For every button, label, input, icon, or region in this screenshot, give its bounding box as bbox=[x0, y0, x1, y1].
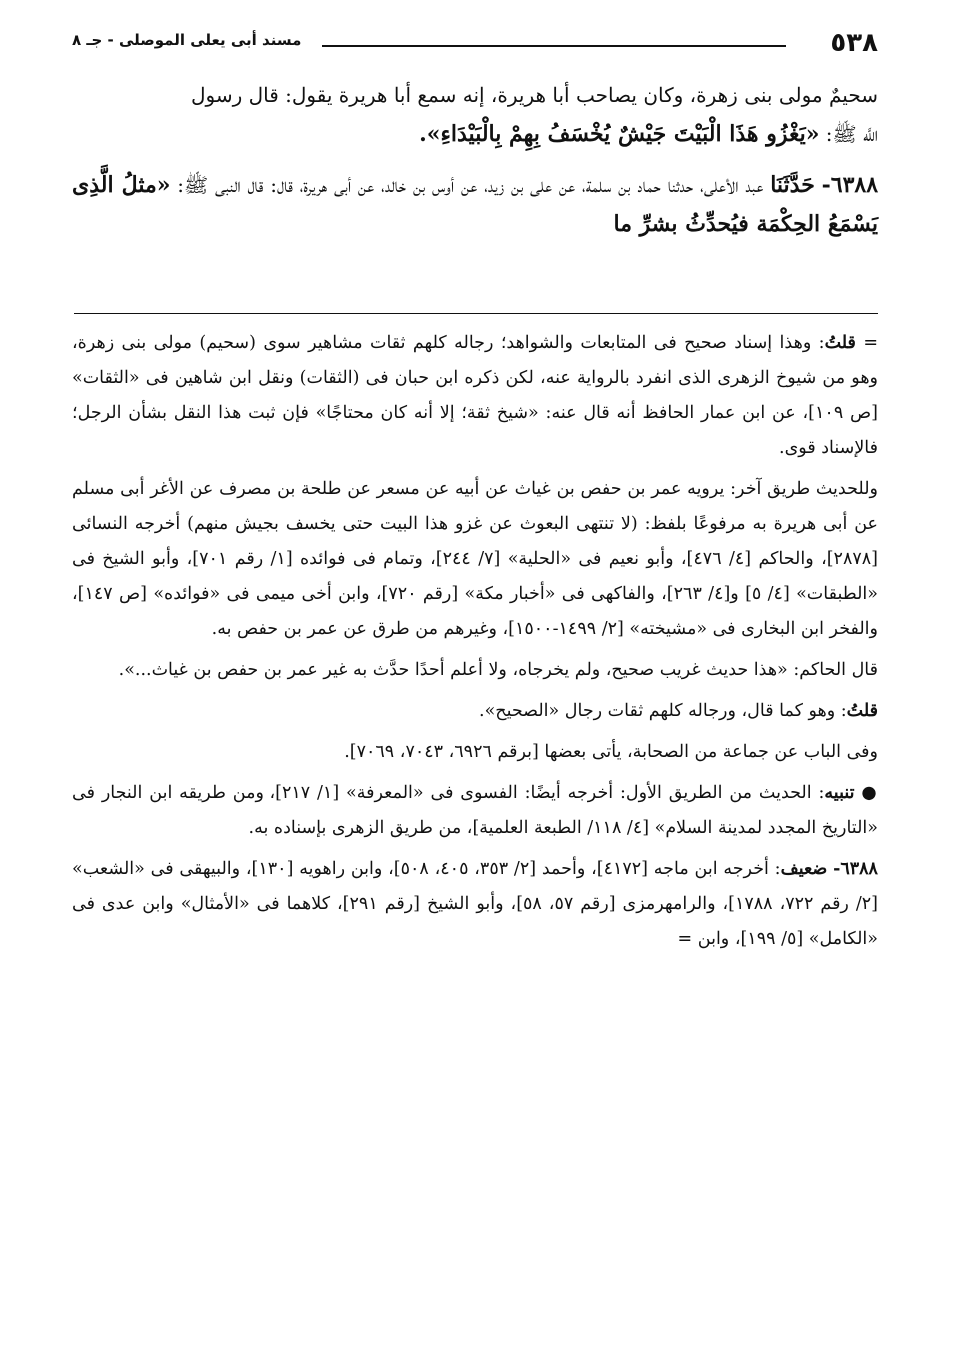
paragraph-2 bbox=[72, 166, 878, 244]
note-1-text: : وهذا إسناد صحيح فى المتابعات والشواهد؛ رجاله كلهم ثقات مشاهير سوى (سحيم) مولى بنى زهرة، وهو من شيوخ الزهرى الذى انفرد بالرواية عنه، لكن ذكره ابن حبان فى (الثقات) ونقل ابن شاهين فى «الثقات» [ص ١٠٩]، عن ابن عمار الحافظ أنه قال عنه: «شيخ ثقة؛ إلا أنه كان محتاجًا» فإن ثبت هذا النقل بشأن الرجل؛ فالإسناد قوى. bbox=[72, 333, 878, 458]
haddathana: حَدَّثَنَا bbox=[770, 172, 815, 198]
header-rule bbox=[322, 45, 786, 47]
note-6-text: : الحديث من الطريق الأول: أخرجه أيضًا: الفسوى فى «المعرفة» [١/ ٢١٧]، ومن طريقه ابن النجار فى «التاريخ المجدد لمدينة السلام» [٤/ ١١٨/ الطبعة العلمية]، من طريق الزهرى بإسناده به. bbox=[72, 783, 878, 838]
page-header bbox=[72, 28, 878, 62]
matn-start: «مثلُ الَّذِى يَسْمَعُ الحِكْمَة فيُحدِّثُ بشرِّ ما bbox=[72, 172, 878, 237]
isnad-text: عبد الأعلى، حدثنا حماد بن سلمة، عن على بن زيد، عن أوس بن خالد، عن أبى هريرة، قال: قال النبى ﷺ: bbox=[170, 173, 771, 197]
page-number: ٥٣٨ bbox=[830, 28, 878, 58]
note-6 bbox=[72, 776, 878, 846]
footnotes bbox=[72, 326, 878, 963]
note-7-number: ٦٣٨٨- bbox=[833, 859, 878, 879]
note-6-label: تنبيه bbox=[824, 783, 855, 803]
note-4 bbox=[72, 694, 878, 729]
note-1 bbox=[72, 326, 878, 466]
note-7-label: ضعيف bbox=[780, 859, 828, 879]
continuation-mark-end: = bbox=[677, 929, 693, 949]
running-title: مسند أبى يعلى الموصلى - جـ ٨ bbox=[72, 31, 302, 49]
bullet-icon: ● bbox=[861, 783, 878, 803]
note-3: قال الحاكم: «هذا حديث غريب صحيح، ولم يخرجاه، ولا أعلم أحدًا حدَّث به غير عمر بن حفص بن غياث...». bbox=[118, 660, 878, 680]
paragraph-1 bbox=[72, 76, 878, 154]
note-4-label: قلتُ bbox=[846, 701, 878, 721]
note-5: وفى الباب عن جماعة من الصحابة، يأتى بعضها [برقم ٦٩٢٦، ٧٠٤٣، ٧٠٦٩]. bbox=[344, 742, 878, 762]
main-text bbox=[72, 76, 878, 256]
paragraph-1-line-2: اللَّه ﷺ: bbox=[819, 122, 878, 146]
continuation-mark-start: = bbox=[863, 333, 878, 353]
footnote-divider bbox=[74, 313, 878, 314]
hadith-quote: «يَغْزُو هَذَا الْبَيْتَ جَيْشٌ يُخْسَفُ بِهِمْ بِالْبَيْدَاءِ». bbox=[419, 121, 820, 147]
note-4-text: : وهو كما قال، ورجاله كلهم ثقات رجال «الصحيح». bbox=[479, 701, 847, 721]
note-7-text: : أخرجه ابن ماجه [٤١٧٢]، وأحمد [٢/ ٣٥٣، ٤٠٥، ٥٠٨]، وابن راهويه [١٣٠]، والبيهقى فى «الشعب» [٢/ رقم ٧٢٢، ١٧٨٨]، والرامهرمزى [رقم ٥٧، ٥٨]، وأبو الشيخ [رقم ٢٩١]، كلاهما فى «الأمثال» وابن عدى فى «الكامل» [٥/ ١٩٩]، وابن bbox=[72, 859, 878, 949]
note-1-label: قلتُ bbox=[824, 333, 856, 353]
note-2: وللحديث طريق آخر: يرويه عمر بن حفص بن غياث عن أبيه عن مسعر عن طلحة بن مصرف عن الأغر أبى مسلم عن أبى هريرة به مرفوعًا بلفظ: (لا تنتهى البعوث عن غزو هذا البيت حتى يخسف بجيش منهم) أخرجه النسائى [٢٨٧٨]، والحاكم [٤/ ٤٧٦]، وأبو نعيم فى «الحلية» [٧/ ٢٤٤]، وتمام فى فوائده [١/ رقم ٧٠١]، وأبو الشيخ فى «الطبقات» [٤/ ٥] و[٤/ ٢٦٣]، والفاكهى فى «أخبار مكة» [رقم ٧٢٠]، وابن أخى ميمى فى «فوائده» [ص ١٤٧]، والفخر ابن البخارى فى «مشيخته» [٢/ ١٤٩٩-١٥٠٠]، وغيرهم من طرق عن عمر بن حفص به. bbox=[72, 479, 878, 639]
paragraph-1-line-1: سحيمٌ مولى بنى زهرة، وكان يصاحب أبا هريرة، إنه سمع أبا هريرة يقول: قال رسول bbox=[190, 83, 878, 107]
hadith-number: ٦٣٨٨- bbox=[821, 172, 879, 198]
note-7 bbox=[72, 852, 878, 957]
